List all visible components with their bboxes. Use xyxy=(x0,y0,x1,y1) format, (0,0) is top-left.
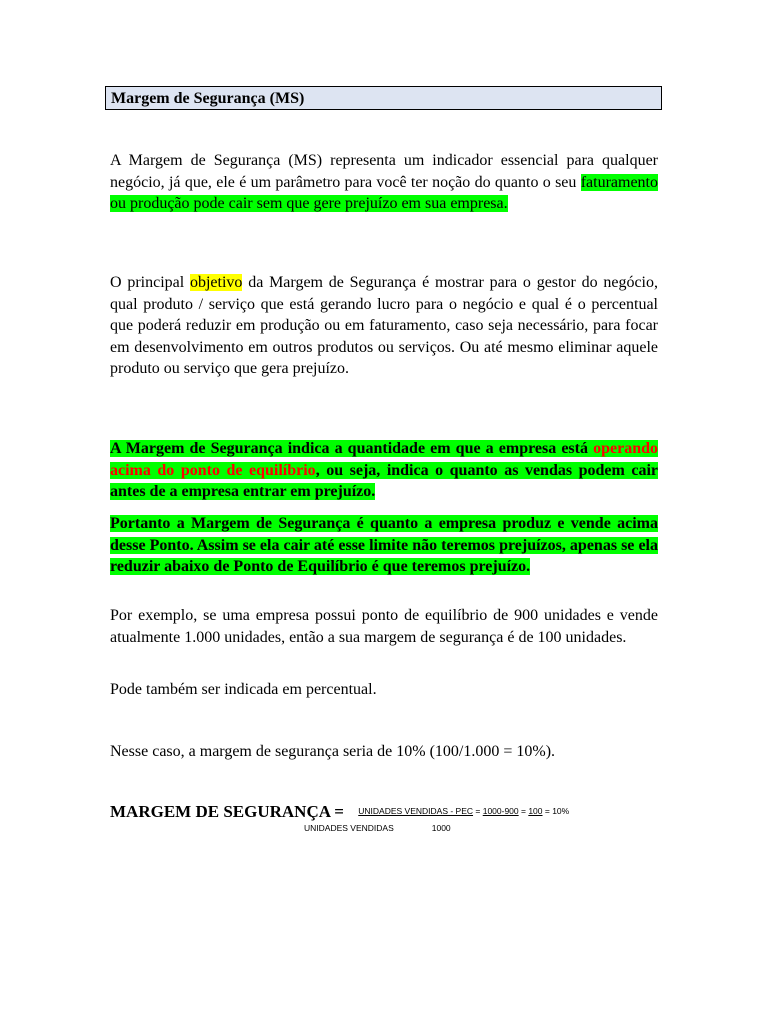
paragraph-intro xyxy=(110,150,658,215)
formula-label: MARGEM DE SEGURANÇA = xyxy=(110,802,344,821)
paragraph-objective xyxy=(110,272,658,380)
therefore-text: Portanto a Margem de Segurança é quanto a empresa produz e vende acima desse Ponto. Assim se ela cair até esse limite não teremos prejuízos, apenas se ela reduzir abaixo de Ponto de Equilíbrio é que teremos prejuízo. xyxy=(110,515,658,575)
formula-equals-2: = xyxy=(518,806,529,816)
paragraph-case: Nesse caso, a margem de segurança seria de 10% (100/1.000 = 10%). xyxy=(110,743,556,760)
definition-text-end: , ou seja, indica o quanto as vendas podem cair antes de a empresa entrar em prejuízo. xyxy=(110,461,659,500)
formula-calc: 1000-900 xyxy=(482,806,519,816)
paragraph-example: Por exemplo, se uma empresa possui ponto de equilíbrio de 900 unidades e vende atualmente 1.000 unidades, então a sua margem de segurança é de 100 unidades. xyxy=(110,607,658,646)
formula-denominator-value: 1000 xyxy=(431,823,451,833)
intro-text: A Margem de Segurança (MS) representa um indicador essencial para qualquer negócio, já que, ele é um parâmetro para você ter noção do quanto o seu xyxy=(110,152,658,191)
paragraph-definition xyxy=(110,438,658,503)
section-title: Margem de Segurança (MS) xyxy=(105,86,662,110)
definition-text-start: A Margem de Segurança indica a quantidade em que a empresa está xyxy=(110,440,594,457)
objective-highlight: objetivo xyxy=(189,274,243,291)
objective-text-start: O principal xyxy=(110,274,190,291)
formula-line xyxy=(110,802,569,822)
formula-equals-1: = xyxy=(473,806,483,816)
paragraph-percent: Pode também ser indicada em percentual. xyxy=(110,681,377,698)
definition-red-text: operando acima do ponto de equilíbrio xyxy=(110,440,658,479)
formula-denominator-line xyxy=(304,823,451,833)
intro-highlight: faturamento ou produção pode cair sem que gere prejuízo em sua empresa. xyxy=(110,173,658,212)
formula-result: 100 xyxy=(528,806,543,816)
formula-denominator: UNIDADES VENDIDAS xyxy=(304,823,394,833)
formula-equals-3: = 10% xyxy=(542,806,570,816)
paragraph-therefore xyxy=(110,513,658,578)
formula-numerator: UNIDADES VENDIDAS - PEC xyxy=(358,806,474,816)
objective-text-end: da Margem de Segurança é mostrar para o gestor do negócio, qual produto / serviço que está gerando lucro para o negócio e qual é o percentual que poderá reduzir em produção ou em faturamento, caso seja necessário, para focar em desenvolvimento em outros produtos ou serviços. Ou até mesmo eliminar aquele produto ou serviço que gera prejuízo. xyxy=(110,274,658,377)
